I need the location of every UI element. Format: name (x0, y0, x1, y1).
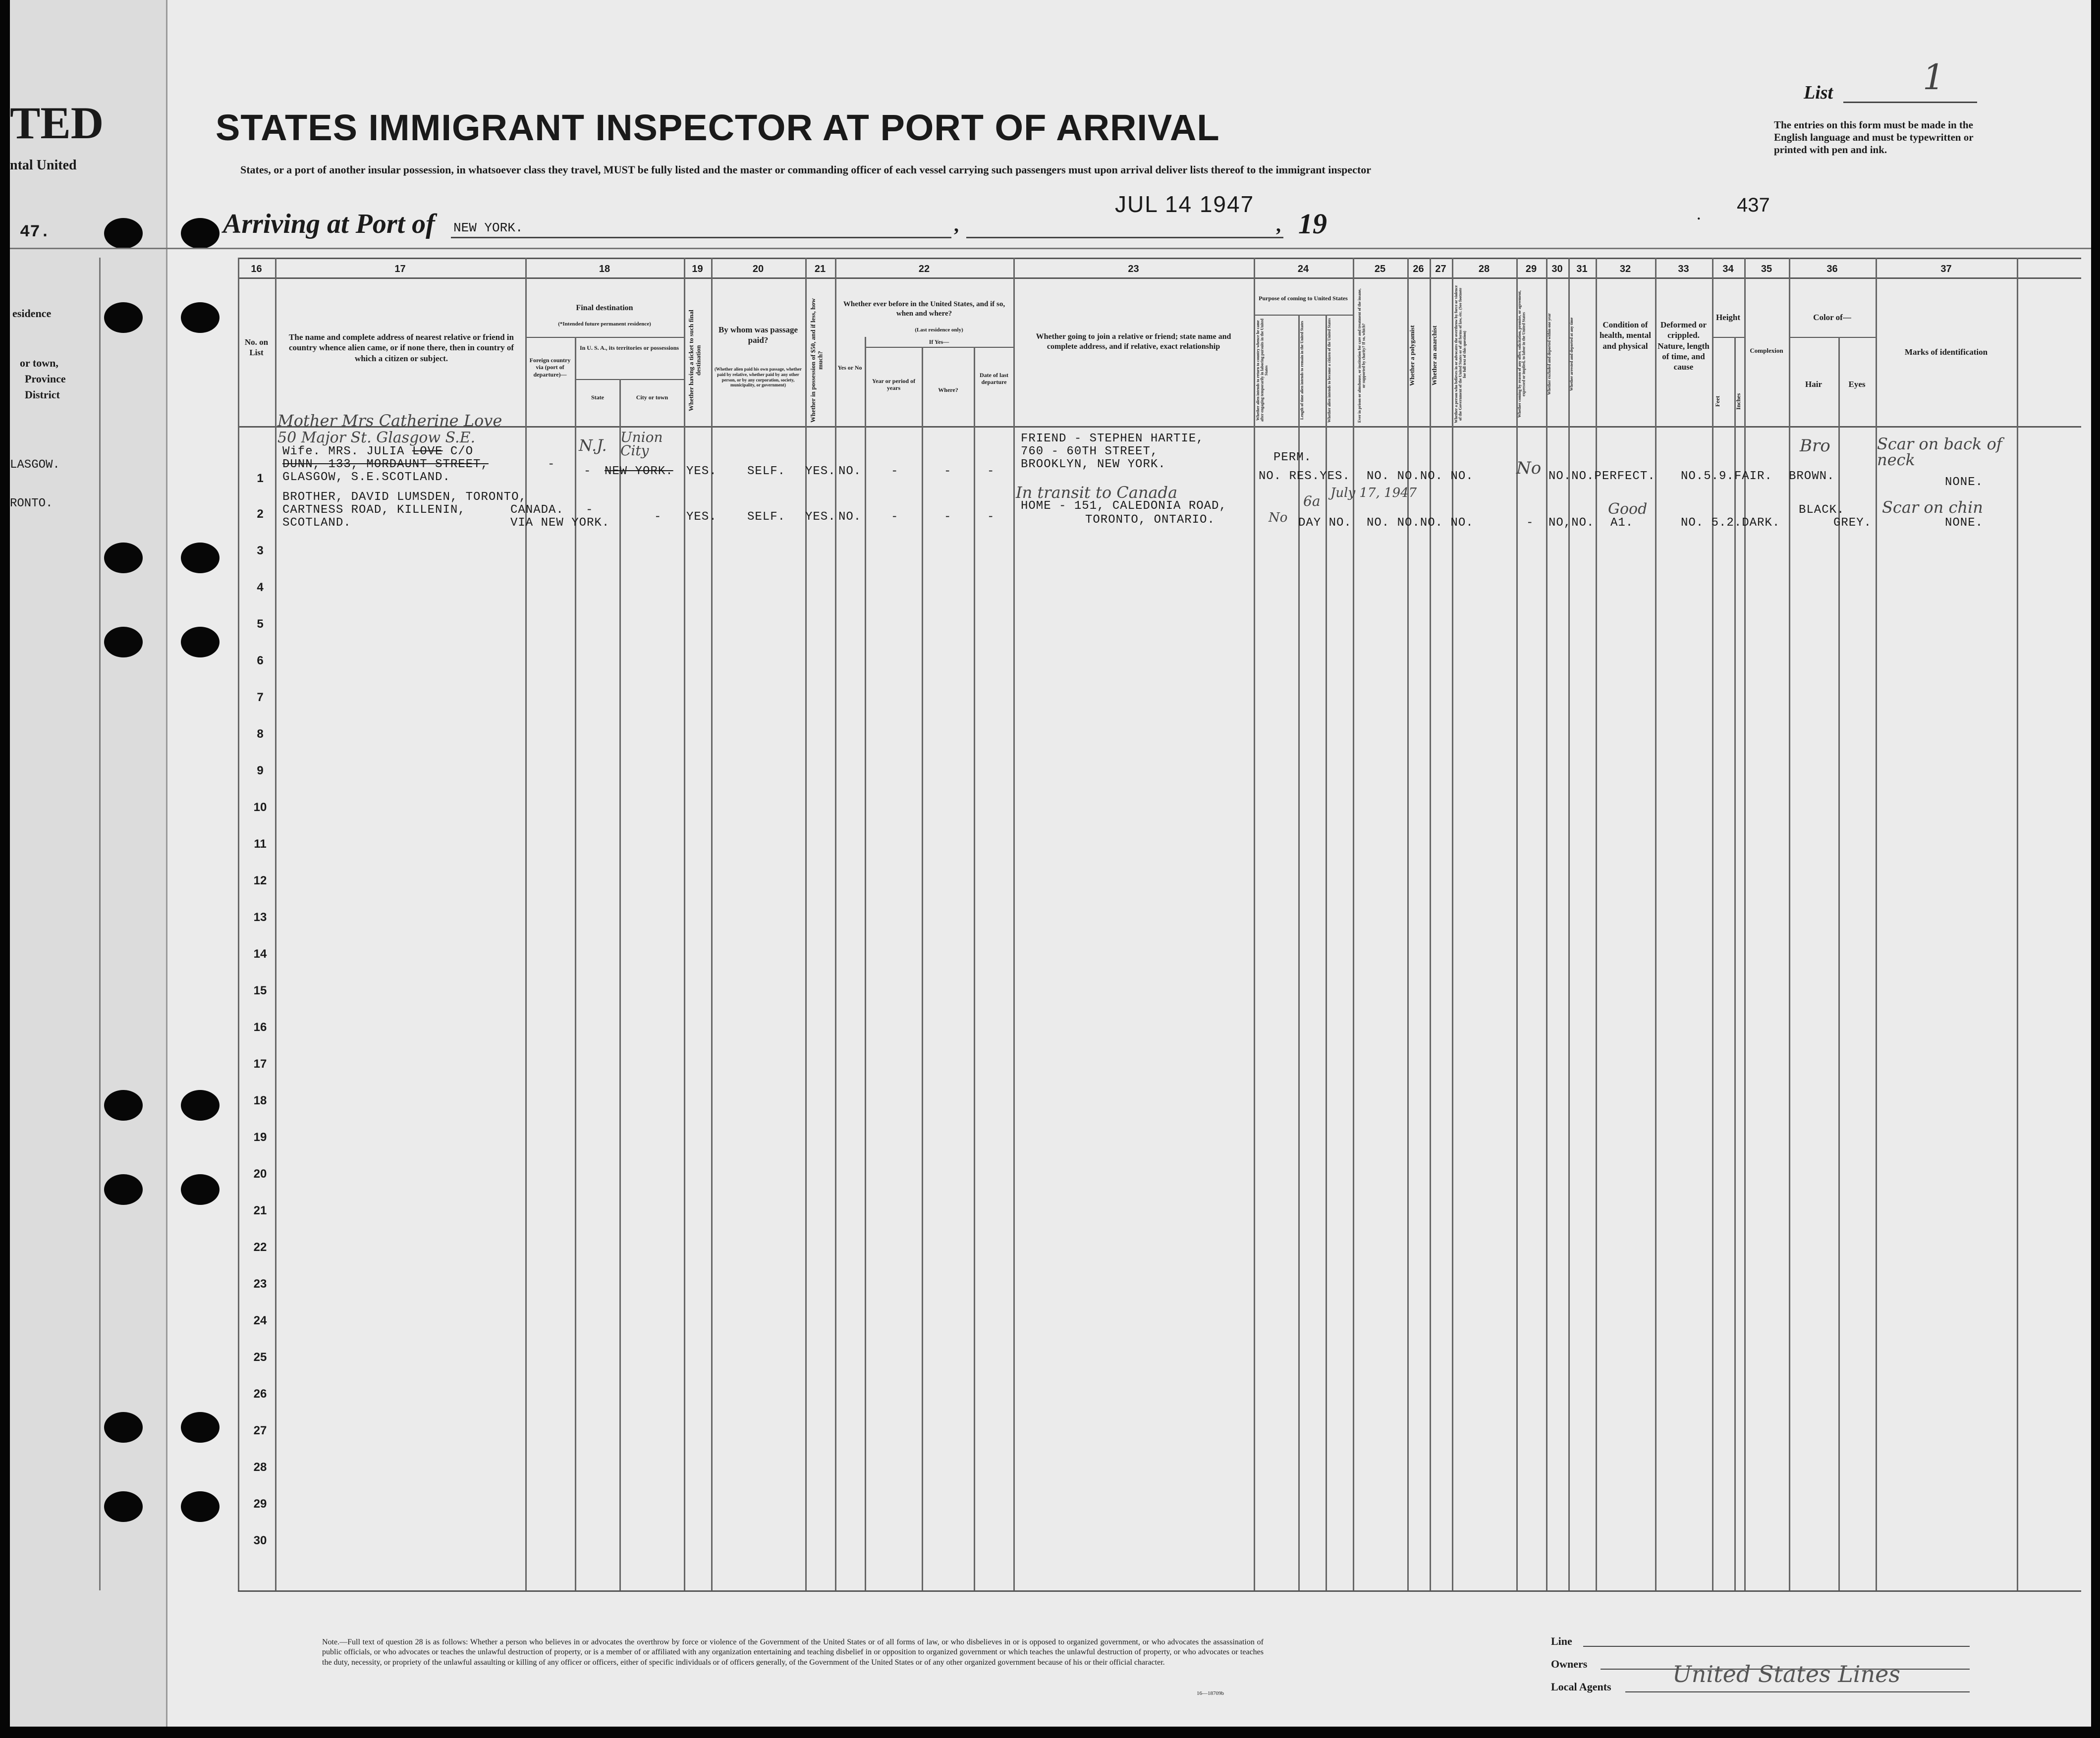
col-number: 24 (1297, 264, 1309, 274)
row-number: 9 (257, 764, 264, 777)
header-where: Where? (938, 386, 958, 393)
r2-before: NO. (838, 510, 862, 524)
left-province-label: Province (25, 373, 66, 385)
grid-header-bottom-line (238, 426, 2081, 428)
header-purpose-length: Length of time alien intends to remain in the United States (1300, 321, 1304, 420)
header-state: State (591, 394, 604, 401)
row-number: 16 (253, 1021, 267, 1034)
r1-join-line2: 760 - 60TH STREET, (1021, 445, 1159, 458)
header-complexion: Complexion (1750, 347, 1783, 354)
col-number: 18 (599, 264, 610, 274)
punch-hole (181, 302, 220, 333)
row-number: 4 (257, 581, 264, 594)
row-number: 25 (253, 1351, 267, 1364)
row-number: 1 (257, 472, 264, 485)
col-number: 30 (1551, 264, 1563, 274)
header-final-destination-sub: (*Intended future permanent residence) (558, 321, 651, 327)
col-line (865, 337, 866, 1590)
r2-purpose-hand-c: July 17, 1947 (1330, 486, 1417, 500)
header-height: Height (1715, 313, 1741, 322)
header-purpose: Purpose of coming to United States (1259, 295, 1348, 302)
r2-marks-hand: Scar on chin (1882, 498, 1983, 517)
r1-city-hand: Union City (620, 429, 663, 459)
header-deformed: Deformed or crippled. Nature, length of time, and cause (1658, 320, 1710, 372)
r1-marks: NONE. (1945, 476, 1984, 489)
r1-join-line1: FRIEND - STEPHEN HARTIE, (1021, 432, 1204, 445)
col-number: 20 (752, 264, 764, 274)
r2-excluded-arrested: NO,NO. (1548, 516, 1595, 530)
col-number: 28 (1478, 264, 1490, 274)
header-money: Whether in possession of $50, and if less, how much? (809, 298, 824, 423)
header-no-on-list: No. on List (244, 337, 269, 358)
col-line (684, 258, 685, 1590)
punch-hole (104, 218, 143, 249)
arriving-label: Arriving at Port of (223, 209, 435, 239)
col-number: 36 (1826, 264, 1838, 274)
r1-paid: SELF. (747, 465, 786, 478)
col-line (711, 258, 713, 1590)
left-residence-label: esidence (12, 307, 52, 320)
col-number: 25 (1374, 264, 1386, 274)
row-number: 18 (253, 1094, 267, 1107)
r2-eyes: GREY. (1833, 516, 1872, 530)
r1-city: NEW YORK. (605, 465, 673, 478)
r1-health: NO.NO.PERFECT. (1548, 470, 1656, 483)
header-last-residence: (Last residence only) (915, 327, 963, 333)
row-number: 26 (253, 1387, 267, 1401)
header-eyes: Eyes (1848, 380, 1866, 389)
grid-number-line (238, 277, 2081, 279)
col-line (1712, 258, 1713, 1590)
col-line (619, 379, 621, 1590)
header-polygamist: Whether a polygamist (1408, 325, 1416, 386)
r2-health-hand: Good (1608, 500, 1648, 518)
r1-hair: BROWN. (1789, 470, 1835, 483)
row-number: 17 (253, 1057, 267, 1071)
date-stamp: JUL 14 1947 (1115, 191, 1255, 217)
r1-hand-annotation: 50 Major St. Glasgow S.E. (277, 429, 476, 446)
row-number: 11 (254, 837, 267, 851)
r2-join-line1: HOME - 151, CALEDONIA ROAD, (1021, 499, 1227, 513)
r2-health: A1. (1610, 516, 1634, 530)
col-line (1326, 315, 1327, 1590)
header-foreign-country: Foreign country via (port of departure)— (529, 357, 571, 378)
row-number: 28 (253, 1461, 267, 1474)
row-number: 23 (253, 1277, 267, 1291)
row-number: 20 (253, 1167, 267, 1181)
r2-relative-line3: SCOTLAND. (282, 516, 351, 530)
header-before-in-us: Whether ever before in the United States, and if so, when and where? (843, 300, 1005, 318)
col-line (2017, 258, 2018, 1590)
left-district-label: District (25, 388, 60, 401)
col-line (1789, 258, 1790, 1590)
row-number: 19 (253, 1131, 267, 1144)
grid-top-line (238, 258, 2081, 259)
col-number: 33 (1678, 264, 1689, 274)
left-fragment-title: TED (10, 98, 104, 148)
col-line (805, 258, 807, 1590)
sub-line (1254, 315, 1353, 316)
header-arrested: Whether arrested and deported at any time (1569, 317, 1574, 391)
punch-hole (104, 543, 143, 573)
r1-years: - (891, 465, 899, 478)
owners-label: Owners (1551, 1658, 1588, 1670)
date-underline (966, 237, 1283, 238)
col-line (974, 347, 975, 1590)
row-number: 14 (253, 947, 267, 961)
col-line (1430, 258, 1431, 1590)
r1-height-complexion: NO.5.9.FAIR. (1681, 470, 1772, 483)
left-row2-city: RONTO. (10, 497, 53, 510)
r1-where: - (944, 465, 952, 478)
header-if-yes: If Yes— (929, 338, 949, 345)
punch-hole (181, 1090, 220, 1121)
col-line (525, 258, 527, 1590)
punch-hole (104, 1491, 143, 1522)
col-number: 19 (692, 264, 703, 274)
line-underline (1583, 1646, 1970, 1647)
col-line (1546, 258, 1547, 1590)
header-purpose-citizen: Whether alien intends to become a citizen of the United States (1327, 318, 1331, 423)
sub-line (865, 347, 1013, 348)
header-city: City or town (636, 394, 668, 401)
punch-hole (104, 1174, 143, 1205)
col-number: 37 (1940, 264, 1952, 274)
punch-hole (181, 1174, 220, 1205)
col-line (835, 258, 836, 1590)
col-number: 22 (918, 264, 930, 274)
r2-foreign-1: CANADA. (510, 503, 564, 517)
header-ticket: Whether having a ticket to such final destination (687, 310, 702, 411)
header-final-destination: Final destination (576, 304, 633, 312)
manifest-page (10, 0, 2091, 1727)
col-line (1516, 258, 1518, 1590)
r1-questions-25-28: NO. NO.NO. NO. (1367, 470, 1474, 483)
col-number: 35 (1761, 264, 1772, 274)
page-subtitle: States, or a port of another insular possession, in whatsoever class they travel, MUST be fully listed and the master or commanding officer of each vessel carrying such passengers must upon arrival deliver lists thereof to the immigrant inspector (240, 163, 1371, 176)
col-line (1353, 258, 1354, 1590)
col-number: 16 (251, 264, 262, 274)
col-line (1013, 258, 1015, 1590)
line-label: Line (1551, 1635, 1572, 1647)
left-town-label: or town, (20, 357, 58, 369)
header-question-28: Whether a person who believes in or advocates the overthrow by force or violence of the Government of the United States or of all forms of law, etc. (See footnote for full text of this question) (1454, 285, 1467, 424)
header-date-last-departure: Date of last departure (980, 372, 1008, 386)
col-number: 31 (1576, 264, 1588, 274)
punch-hole (104, 627, 143, 657)
header-nearest-relative: The name and complete address of nearest relative or friend in country whence alien came, or if none there, then in country of which a citizen or subject. (288, 332, 514, 363)
col-number: 17 (394, 264, 406, 274)
col-line (238, 258, 239, 1590)
col-number: 34 (1722, 264, 1734, 274)
left-page-fragment (10, 0, 167, 1727)
r2-foreign-2: VIA NEW YORK. (510, 516, 610, 530)
col-line (1452, 258, 1453, 1590)
header-prison: Ever in prison or almshouse, or institution for care and treatment of the insane, or supported by charity? If so, which? (1357, 288, 1366, 423)
col-number: 27 (1435, 264, 1446, 274)
header-going-to-join: Whether going to join a relative or friend; state name and complete address, and if relative, exact relationship (1036, 332, 1231, 351)
r2-marks: NONE. (1945, 516, 1984, 530)
r2-height-complexion: NO. 5.2.DARK. (1681, 516, 1780, 530)
sub-line (575, 379, 684, 380)
list-label: List (1804, 82, 1833, 103)
r1-purpose: NO. RES.YES. (1259, 470, 1350, 483)
row-number: 24 (253, 1314, 267, 1327)
r2-join-line2: TORONTO, ONTARIO. (1085, 513, 1215, 527)
col-number: 32 (1619, 264, 1631, 274)
row-number: 8 (257, 727, 264, 741)
r1-perm: PERM. (1273, 451, 1312, 464)
r1-relative-line2: DUNN, 133, MORDAUNT STREET, (282, 458, 489, 471)
col-line (922, 347, 923, 1590)
r1-hair-hand: Bro (1800, 436, 1830, 456)
left-fragment-number: 47. (20, 223, 51, 242)
r2-where: - (944, 510, 952, 524)
col-line (1655, 258, 1657, 1590)
footnote-question-28: Note.—Full text of question 28 is as follows: Whether a person who believes in or advocates the overthrow by force or violence of the Government of the United States or of all forms of law, or who disbelieves in or is opposed to organized government, or who advocates the assassination of public officials, or who advocates or teaches the unlawful destruction of property, or is a member of or affiliated with any organization entertaining and teaching disbelief in or opposition to organized government or which teaches the unlawful destruction of property, or who advocates or teaches the duty, necessity, or propriety of the unlawful assaulting or killing of any officer or officers, either of specific individuals or of officers generally, of the Government of the United States or of any other organized government because of his or their official character. (322, 1638, 1264, 1667)
row-number: 13 (253, 911, 267, 924)
r1-relative-line1: Wife. MRS. JULIA LOVE C/O (282, 445, 474, 458)
page-number: 437 (1737, 194, 1770, 216)
r1-money: YES. (805, 465, 836, 478)
row-number: 6 (257, 654, 264, 667)
header-passage-paid-sub: (Whether alien paid his own passage, whether paid by relative, whether paid by any other person, or by any corporation, society, municipality, or government) (714, 367, 802, 388)
row-number: 7 (257, 691, 264, 704)
row-number: 10 (253, 801, 267, 814)
comma: , (1276, 214, 1281, 236)
header-purpose-return: Whether alien intends to return to country whence he came after engaging temporarily in laboring pursuits in the United States (1256, 319, 1269, 422)
r1-date: - (987, 465, 995, 478)
row-number: 15 (253, 984, 267, 997)
r2-purpose-hand-b: 6a (1303, 493, 1321, 509)
r2-offer: - (1526, 516, 1534, 530)
row-number: 2 (257, 507, 264, 521)
left-divider (99, 258, 101, 1590)
r2-state: - (654, 510, 662, 524)
punch-hole (104, 302, 143, 333)
punch-hole (104, 1090, 143, 1121)
header-separator (10, 248, 2091, 249)
col-number: 29 (1525, 264, 1537, 274)
punch-hole (181, 218, 220, 249)
col-number: 26 (1413, 264, 1424, 274)
header-passage-paid: By whom was passage paid? (718, 325, 798, 345)
r2-money: YES. (805, 510, 836, 524)
punch-hole (104, 1412, 143, 1443)
sub-line (525, 337, 684, 338)
r2-relative-line2: CARTNESS ROAD, KILLENIN, (282, 503, 466, 517)
header-feet: Feet (1714, 396, 1721, 407)
row-number: 12 (253, 874, 267, 887)
form-code: 16—18709b (1197, 1690, 1224, 1696)
r2-date: - (987, 510, 995, 524)
punch-hole (181, 1491, 220, 1522)
left-row1-city: LASGOW. (10, 458, 60, 472)
port-name: NEW YORK. (453, 220, 523, 235)
local-agents-underline (1625, 1691, 1970, 1692)
year-prefix: 19 (1298, 208, 1327, 240)
grid-bottom-line (238, 1590, 2081, 1592)
row-number: 21 (253, 1204, 267, 1217)
r2-join-hand: In transit to Canada (1016, 483, 1178, 502)
punch-hole (181, 627, 220, 657)
row-number: 22 (253, 1241, 267, 1254)
col-line (1407, 258, 1409, 1590)
r2-purpose: DAY NO. (1298, 516, 1352, 530)
sub-line (1712, 337, 1744, 338)
r2-foreign-dash: - (586, 503, 594, 517)
port-underline (451, 237, 951, 238)
punch-hole (181, 543, 220, 573)
r1-state-hand: N.J. (579, 436, 607, 455)
col-number: 23 (1128, 264, 1139, 274)
comma: , (954, 214, 959, 236)
r1-state: - (584, 465, 592, 478)
r2-hair: BLACK. (1799, 503, 1845, 517)
left-fragment-subtitle: ntal United (10, 158, 77, 173)
row-number: 29 (253, 1497, 267, 1511)
row-number: 5 (257, 617, 264, 631)
r1-before: NO. (838, 465, 862, 478)
header-color: Color of— (1813, 313, 1851, 322)
header-inches: Inches (1735, 393, 1742, 410)
header-excluded: Whether excluded and deported within one year (1547, 313, 1551, 395)
col-line (1568, 258, 1570, 1590)
header-years: Year or period of years (872, 378, 916, 392)
list-underline (1843, 102, 1977, 103)
punch-hole (181, 1412, 220, 1443)
row-number: 3 (257, 544, 264, 557)
r2-relative-line1: BROTHER, DAVID LUMSDEN, TORONTO, (282, 490, 527, 504)
r2-paid: SELF. (747, 510, 786, 524)
r1-marks-hand: Scar on back of neck (1877, 434, 2002, 469)
r1-offer-hand: No (1516, 458, 1542, 478)
col-number: 21 (814, 264, 826, 274)
header-anarchist: Whether an anarchist (1431, 326, 1438, 385)
header-condition: Condition of health, mental and physical (1600, 320, 1651, 351)
local-agents-signature: United States Lines (1672, 1661, 1900, 1687)
form-instructions: The entries on this form must be made in the English language and must be typewritten or printed with pen and ink. (1774, 119, 1974, 156)
col-line (1254, 258, 1255, 1590)
col-line (1298, 315, 1300, 1590)
r1-relative-line3: GLASGOW, S.E.SCOTLAND. (282, 471, 450, 484)
r1-foreign: - (548, 458, 555, 471)
r1-join-line3: BROOKLYN, NEW YORK. (1021, 458, 1166, 471)
header-yes-or-no: Yes or No (837, 364, 862, 371)
row-number: 27 (253, 1424, 267, 1437)
header-usa: In U. S. A., its territories or possessions (579, 344, 679, 351)
r1-hand-annotation: Mother Mrs Catherine Love (277, 411, 502, 430)
r1-ticket: YES. (686, 465, 717, 478)
header-hair: Hair (1805, 380, 1822, 389)
r2-ticket: YES. (686, 510, 717, 524)
col-line (1596, 258, 1597, 1590)
page-title: STATES IMMIGRANT INSPECTOR AT PORT OF ARRIVAL (216, 107, 1220, 148)
local-agents-label: Local Agents (1551, 1681, 1611, 1693)
r2-questions-25-28: NO. NO.NO. NO. (1367, 516, 1474, 530)
row-number: 30 (253, 1534, 267, 1547)
r2-purpose-hand-a: No (1269, 510, 1288, 525)
sub-line (1789, 337, 1876, 338)
list-number: 1 (1923, 57, 1945, 98)
header-offer-labor: Whether coming by reason of any offer, solicitation, promise, or agreement, expressed or implied, to labor in the United States (1517, 290, 1526, 418)
col-line (1744, 258, 1746, 1590)
dot: . (1697, 208, 1701, 222)
header-marks: Marks of identification (1904, 347, 1988, 357)
r2-years: - (891, 510, 899, 524)
